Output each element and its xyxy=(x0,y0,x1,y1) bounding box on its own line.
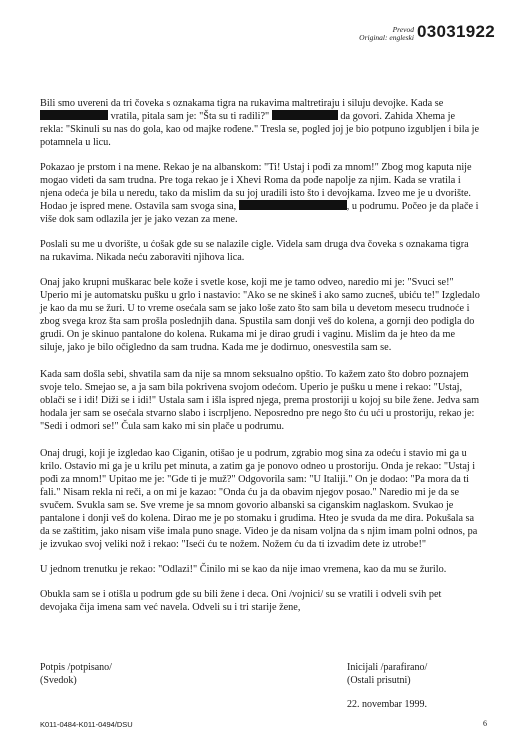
redaction-box xyxy=(239,200,347,210)
page-number: 6 xyxy=(483,719,487,728)
footer-reference: K011-0484-K011-0494/DSU xyxy=(40,720,133,729)
paragraph: Kada sam došla sebi, shvatila sam da nije sa mnom seksualno opštio. To kažem zato što dobro poznajem svoje telo. Smejao se, a ja sam bila pokrivena svojom odećom. Uperio je pušku u mene i rekao: "Ustaj, oblači se i idi! Diži se i idi!" Ustala sam i išla ispred njega, prema prostoriji u kojoj su bile žene. Jedva sam hodala jer sam se osećala stvarno slabo i iscrpljeno. Neposredno pre nego što ću ući u prostoriju, rekao je: "Sedi i odmori se!" Čula sam kako mi sin plače u podrumu. xyxy=(40,369,480,432)
redaction-box xyxy=(40,110,108,120)
paragraph: Obukla sam se i otišla u podrum gde su bili žene i deca. Oni /vojnici/ su se vratili i odveli svih pet devojaka čija imena sam već navela. Odveli su i tri starije žene, xyxy=(40,589,442,613)
paragraph: Poslali su me u dvorište, u ćošak gde su se nalazile cigle. Videla sam druga dva čoveka s oznakama tigra na rukavima. Nikada neću zaboraviti njihova lica. xyxy=(40,239,469,263)
translation-note xyxy=(359,26,414,42)
redaction-box xyxy=(272,110,338,120)
witness-signature: Potpis /potpisano/ (Svedok) xyxy=(40,662,112,686)
paragraph: U jednom trenutku je rekao: "Odlazi!" Činilo mi se kao da nije imao vremena, kao da mu se žurilo. xyxy=(40,564,447,575)
paragraph: Bili smo uvereni da tri čoveka s oznakama tigra na rukavima maltretiraju i siluju devojke. Kada se vratila, pitala sam je: "Šta su ti radili?" da govori. Zahida Xhema je rekla: "Skinuli su nas do gola, kao od majke rođene." Tresla se, pogled joj je bio potpuno izgubljen i bila je potamnela u licu. xyxy=(40,98,480,148)
statement-body xyxy=(40,97,480,614)
paragraph: Onaj drugi, koji je izgledao kao Ciganin, otišao je u podrum, zgrabio mog sina za odeću i stavio mi ga u krilo. Ostavio mi ga je u krilu pet minuta, a zatim ga je ponovo odneo u prostoriju. Onda je rekao: "Ustaj i pođi za mnom!" Upitao me je: "Gde ti je muž?" Odgovorila sam: "U Italiji." On je dodao: "Pa mora da ti fali." Nisam rekla ni reči, a on mi je kazao: "Onda ću ja da obavim njegov posao." Naredio mi je da se svučem. Svukla sam se. Sve vreme je sa mnom govorio albanski sa ciganskim naglaskom. Svukao je pantalone i donji veš do kolena. Dirao me je po stomaku i grudima. Hteo je svuda da me dira. Pokušala sa da se zaštitim, jako nisam više imala puno snage. Video je da nisam voljna da s njim imam polni odnos, pa je izvukao svoj veliki nož i rekao: "Iseći ću te nožem. Nožem ću da ti izvadim dete iz utrobe!" xyxy=(40,448,478,550)
statement-date: 22. novembar 1999. xyxy=(347,699,427,710)
document-number: 03031922 xyxy=(416,22,495,41)
document-header xyxy=(359,22,495,42)
initials-block: Inicijali /parafirano/ (Ostali prisutni) xyxy=(347,662,428,686)
paragraph: Pokazao je prstom i na mene. Rekao je na albanskom: "Ti! Ustaj i pođi za mnom!" Zbog mog kaputa nije mogao videti da sam trudna. Pre toga rekao je i Xhevi Roma da pođe napolje za njim. Kada se vratila i njena odeća je bila u neredu, tako da mislim da su joj uradili isto što i devojkama. Izveo me je u dvorište. Hodao je ispred mene. Ostavila sam svoga sina, , u podrumu. Počeo je da plače i više dok sam odlazila jer je jako vezan za mene. xyxy=(40,162,479,225)
paragraph: Onaj jako krupni muškarac bele kože i svetle kose, koji me je tamo odveo, naredio mi je: "Svuci se!" Uperio mi je automatsku pušku u grlo i nastavio: "Ako se ne skineš i ako samo zucneš, ubiću te!" Izgledalo je kao da mu se žuri. U to vreme osećala sam se jako loše zato što sam bila u devetom mesecu trudnoće i zbog svega kroz šta sam prošla poslednjih dana. Spustila sam donji veš do kolena, a gornji deo podigla do grudi. On je skinuo pantalone do kolena. Rukama mi je dirao grudi i vaginu. Mislim da je hteo da me siluje, jako je bilo očigledno da sam trudna. Kada me je dodirnuo, onesvestila sam se. xyxy=(40,277,480,353)
translation-label: Prevod Original: engleski xyxy=(359,25,414,42)
